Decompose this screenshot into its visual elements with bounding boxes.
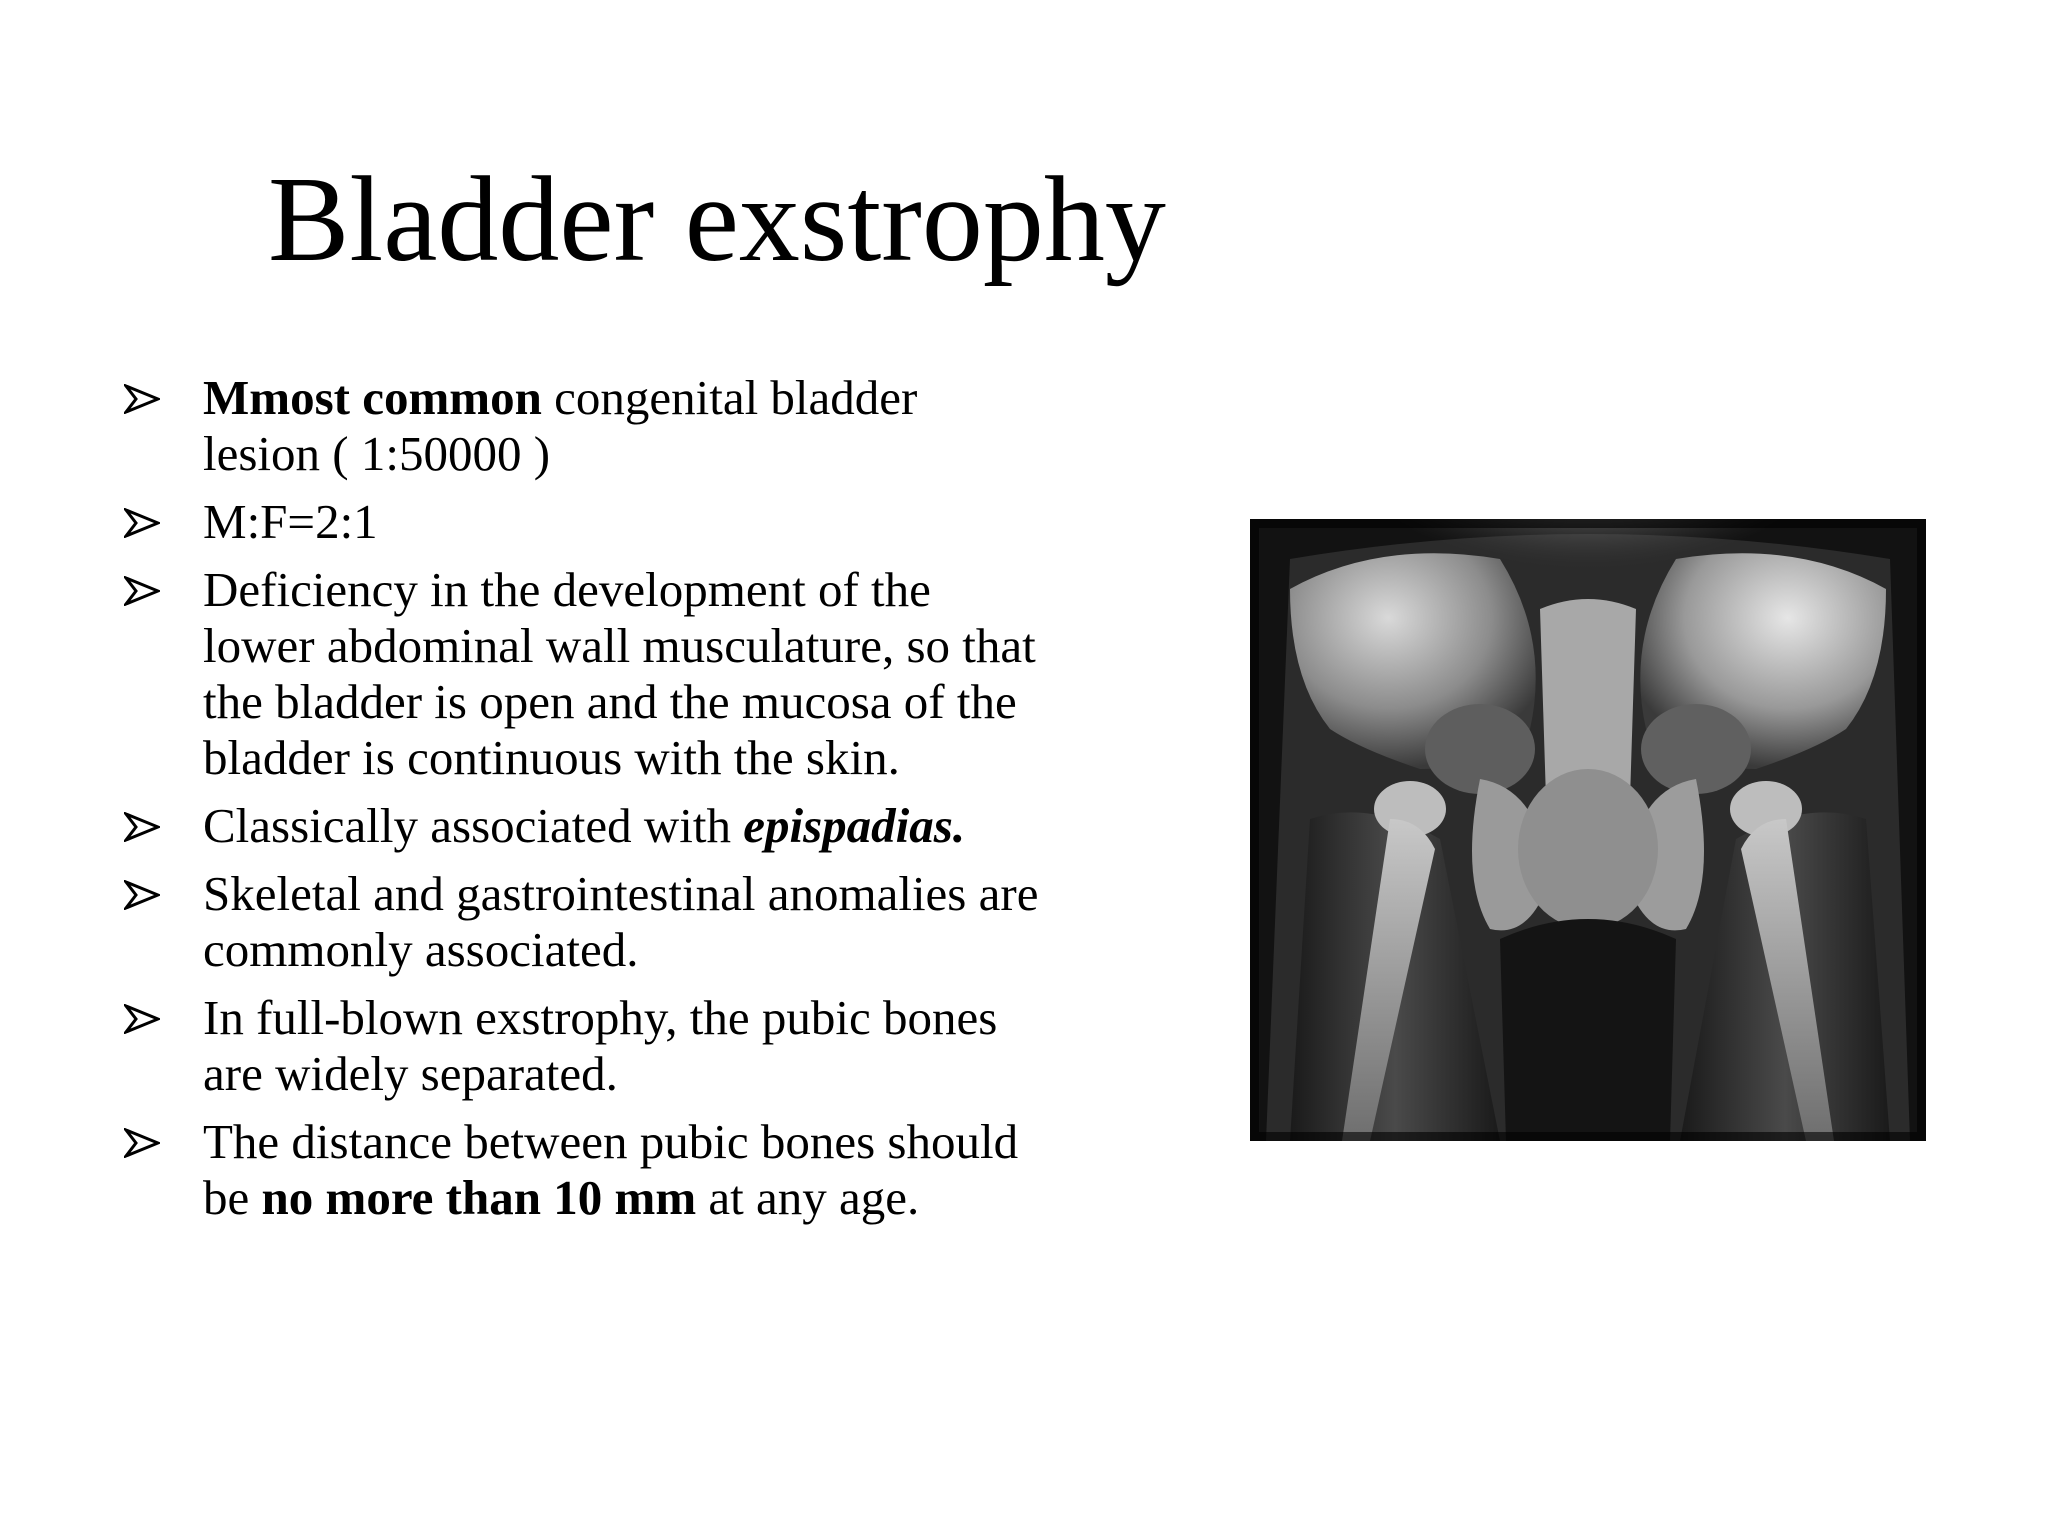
bullet-bold-text: Mmost common	[203, 370, 542, 425]
arrowhead-bullet-icon	[124, 880, 160, 910]
slide-title: Bladder exstrophy	[268, 152, 1166, 287]
arrowhead-bullet-icon	[124, 384, 160, 414]
bullet-text: Skeletal and gastrointestinal anomalies are commonly associated.	[203, 866, 1039, 977]
arrowhead-bullet-icon	[124, 576, 160, 606]
bullet-item	[120, 798, 1040, 854]
bullet-list	[120, 370, 1040, 1238]
bullet-text: Classically associated with	[203, 798, 744, 853]
arrowhead-bullet-icon	[124, 1004, 160, 1034]
bullet-text: Deficiency in the development of the lower abdominal wall musculature, so that the bladder is open and the mucosa of the bladder is continuous with the skin.	[203, 562, 1036, 785]
arrowhead-bullet-icon	[124, 1128, 160, 1158]
bullet-item	[120, 494, 1040, 550]
bullet-text: The distance between pubic bones should be	[203, 1114, 1019, 1225]
arrowhead-bullet-icon	[124, 508, 160, 538]
bullet-item	[120, 370, 1040, 482]
bullet-text: M:F=2:1	[203, 494, 378, 549]
xray-drawing	[1250, 519, 1926, 1141]
bullet-text: congenital bladder lesion ( 1:50000 )	[203, 370, 918, 481]
bullet-text: In full-blown exstrophy, the pubic bones are widely separated.	[203, 990, 998, 1101]
bullet-bold-text: no more than 10 mm	[261, 1170, 697, 1225]
arrowhead-bullet-icon	[124, 812, 160, 842]
bullet-emphasis-text: epispadias.	[743, 798, 966, 853]
bullet-item	[120, 866, 1040, 978]
bullet-item	[120, 562, 1040, 786]
bullet-item	[120, 990, 1040, 1102]
pelvis-xray-image	[1250, 519, 1926, 1141]
bullet-text: at any age.	[696, 1170, 920, 1225]
bullet-item	[120, 1114, 1040, 1226]
